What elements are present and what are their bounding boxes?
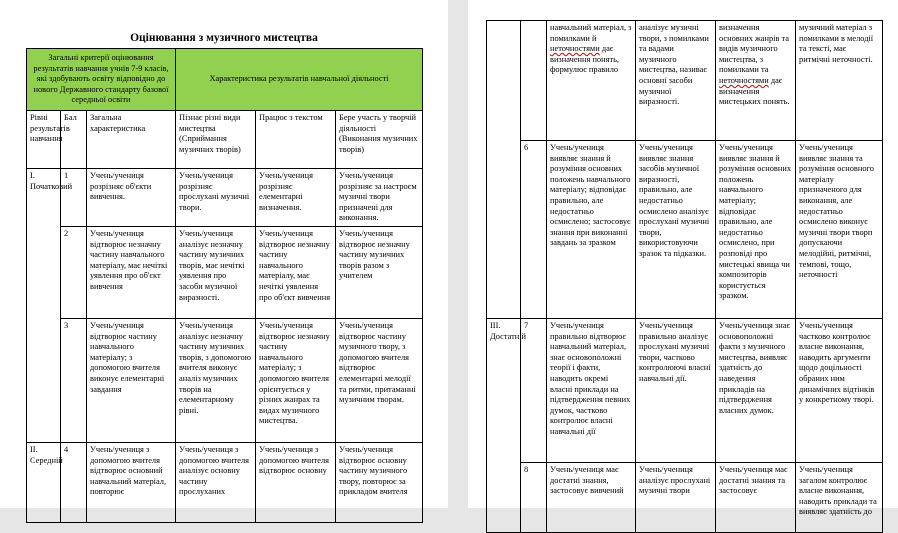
page-title: Оцінювання з музичного мистецтва <box>130 32 318 44</box>
create-cell: Учень/учениця розрізняє за настроєм музичні твори призначені для виконання. <box>336 169 423 227</box>
spellcheck-word: неточностями <box>719 75 769 85</box>
header-characteristic: Характеристика результатів навчальної діяльності <box>176 49 423 111</box>
header-criteria: Загальні критерії оцінювання результатів навчання учнів 7-9 класів, які здобувають освіту відповідно до нового Державного стандарту базової середньої освіти <box>27 49 176 111</box>
text-cell: Учень/учениця розрізняє елементарні визначення. <box>256 169 336 227</box>
table-row <box>27 443 423 523</box>
table-row <box>487 141 883 319</box>
column-levels: Рівні результатів навчання <box>27 111 61 169</box>
perceive-cell: Учень/учениця з допомогою вчителя аналізує основну частину прослуханих <box>176 443 256 523</box>
spellcheck-word: неточностями <box>550 44 600 54</box>
assessment-table <box>26 48 423 523</box>
general-cell: Учень/учениця з допомогою вчителя відтворює основний навчальний матеріал, повторює <box>87 443 176 523</box>
score-cell: 6 <box>521 141 547 319</box>
page-separator <box>448 0 468 508</box>
score-cell: 8 <box>521 463 547 533</box>
column-create: Бере участь у творчій діяльності (Виконання музичних творів) <box>336 111 423 169</box>
assessment-table-continued <box>486 20 883 533</box>
general-cell: Учень/учениця розрізняє об'єкти вивчення. <box>87 169 176 227</box>
text-cell: визначення основних жанрів та видів музичного мистецтва, з помилками та неточностями дає визначення мистецьких понять. <box>716 21 796 141</box>
table-row <box>27 227 423 319</box>
general-cell: Учень/учениця правильно відтворює навчальний матеріал, знає основоположні теорії і факти, наводить окремі власні приклади на підтвердження певних думок, частково контролює власні навчальні дії <box>547 319 636 463</box>
create-cell: Учень/учениця загалом контролює власне виконання, наводить приклади та виявляє здатність до <box>796 463 883 533</box>
column-perceive: Пізнає різні види мистецтва (Сприймання музичних творів) <box>176 111 256 169</box>
table-row <box>487 21 883 141</box>
document-page-left <box>0 0 448 508</box>
general-cell: навчальний матеріал, з помилками й неточностями дає визначення понять, формулює правило <box>547 21 636 141</box>
score-cell: 1 <box>61 169 87 227</box>
perceive-cell: Учень/учениця аналізує прослухані музичні твори <box>636 463 716 533</box>
table-row <box>487 319 883 463</box>
general-cell: Учень/учениця виявляє знання й розуміння основних положень навчального матеріалу; відповідає правильно, але недостатньо осмислено; застосовує знання при виконанні завдань за зразком <box>547 141 636 319</box>
perceive-cell: Учень/учениця аналізує незначну частину музичних творів, має нечіткі уявлення про засоби музичної виразності. <box>176 227 256 319</box>
score-cell: 2 <box>61 227 87 319</box>
column-general: Загальна характеристика <box>87 111 176 169</box>
column-score: Бал <box>61 111 87 169</box>
perceive-cell: Учень/учениця правильно аналізує прослухані музичні твори, частково контролюючі власні навчальні дії. <box>636 319 716 463</box>
create-cell: музичний матеріал з помилками в мелодії та тексті, має ритмічні неточності. <box>796 21 883 141</box>
table-row <box>27 319 423 443</box>
create-cell: Учень/учениця виявляє знання та розуміння основного матеріалу призначеного для виконання, але недостатньо осмислено виконує музичні твори творп допускаючи мелодійні, ритмічні, темпові, тощо, неточності <box>796 141 883 319</box>
general-cell: Учень/учениця має достатні знання, застосовує вивчений <box>547 463 636 533</box>
score-cell: 3 <box>61 319 87 443</box>
table-row <box>487 463 883 533</box>
text-cell: Учень/учениця з допомогою вчителя відтворює основну <box>256 443 336 523</box>
text-cell: Учень/учениця відтворює незначну частину навчального матеріалу; з допомогою вчителя орієнтується у різних жанрах та видах музичного мистецтва. <box>256 319 336 443</box>
score-cell: 7 <box>521 319 547 463</box>
text-cell: Учень/учениця знає основоположні факти з музичного мистецтва, виявляє здатність до наведення прикладів на підтвердження власних думок. <box>716 319 796 463</box>
score-cell <box>521 21 547 141</box>
text-cell: Учень/учениця відтворює незначну частину навчального матеріалу, має нечіткі уявлення про об'єкт вивчення <box>256 227 336 319</box>
column-text: Працює з текстом <box>256 111 336 169</box>
score-cell: 4 <box>61 443 87 523</box>
text-cell: Учень/учениця виявляє знання й розуміння основних положень навчального матеріалу; відповідає правильно, але недостатньо осмислено, при розповіді про мистецькі явища чи композиторів користується зразком. <box>716 141 796 319</box>
create-cell: Учень/учениця відтворює основну частину музичного твору, повторює за прикладом вчителя <box>336 443 423 523</box>
create-cell: Учень/учениця відтворює незначну частину музичних творів разом з учителем <box>336 227 423 319</box>
document-page-right <box>468 0 898 517</box>
perceive-cell: аналізує музичні твори, з помилками та вадами музичного мистецтва, називає основні засоби музичної виразності. <box>636 21 716 141</box>
table-row <box>27 169 423 227</box>
level-initial: І. Початковий <box>27 169 61 443</box>
general-cell: Учень/учениця відтворює незначну частину навчального матеріалу, має нечіткі уявлення про об'єкт вивчення <box>87 227 176 319</box>
perceive-cell: Учень/учениця виявляє знання засобів музичної виразності, правильно, але недостатньо осмислено аналізує прослухані музичні твори, використовуючи зразок та підказки. <box>636 141 716 319</box>
create-cell: Учень/учениця частково контролює власне виконання, наводить аргументи щодо доцільності обраних ним динамічних відтінків у конкретному творі. <box>796 319 883 463</box>
create-cell: Учень/учениця відтворює частину музичного твору, з допомогою вчителя відтворює елементарні мелодії та ритми, притаманні музичним творам. <box>336 319 423 443</box>
general-cell: Учень/учениця відтворює частину навчального матеріалу; з допомогою вчителя виконує елементарні завдання <box>87 319 176 443</box>
level-sufficient: ІІІ. Достатній <box>487 319 521 533</box>
perceive-cell: Учень/учениця розрізняє прослухані музичні твори. <box>176 169 256 227</box>
perceive-cell: Учень/учениця аналізує незначну частину музичних творів, з допомогою вчителя виконує аналіз музичних творів на елементарному рівні. <box>176 319 256 443</box>
level-middle: ІІ. Середній <box>27 443 61 523</box>
level-cell-continued <box>487 21 521 319</box>
text-cell: Учень/учениця має достатні знання та застосовує <box>716 463 796 533</box>
